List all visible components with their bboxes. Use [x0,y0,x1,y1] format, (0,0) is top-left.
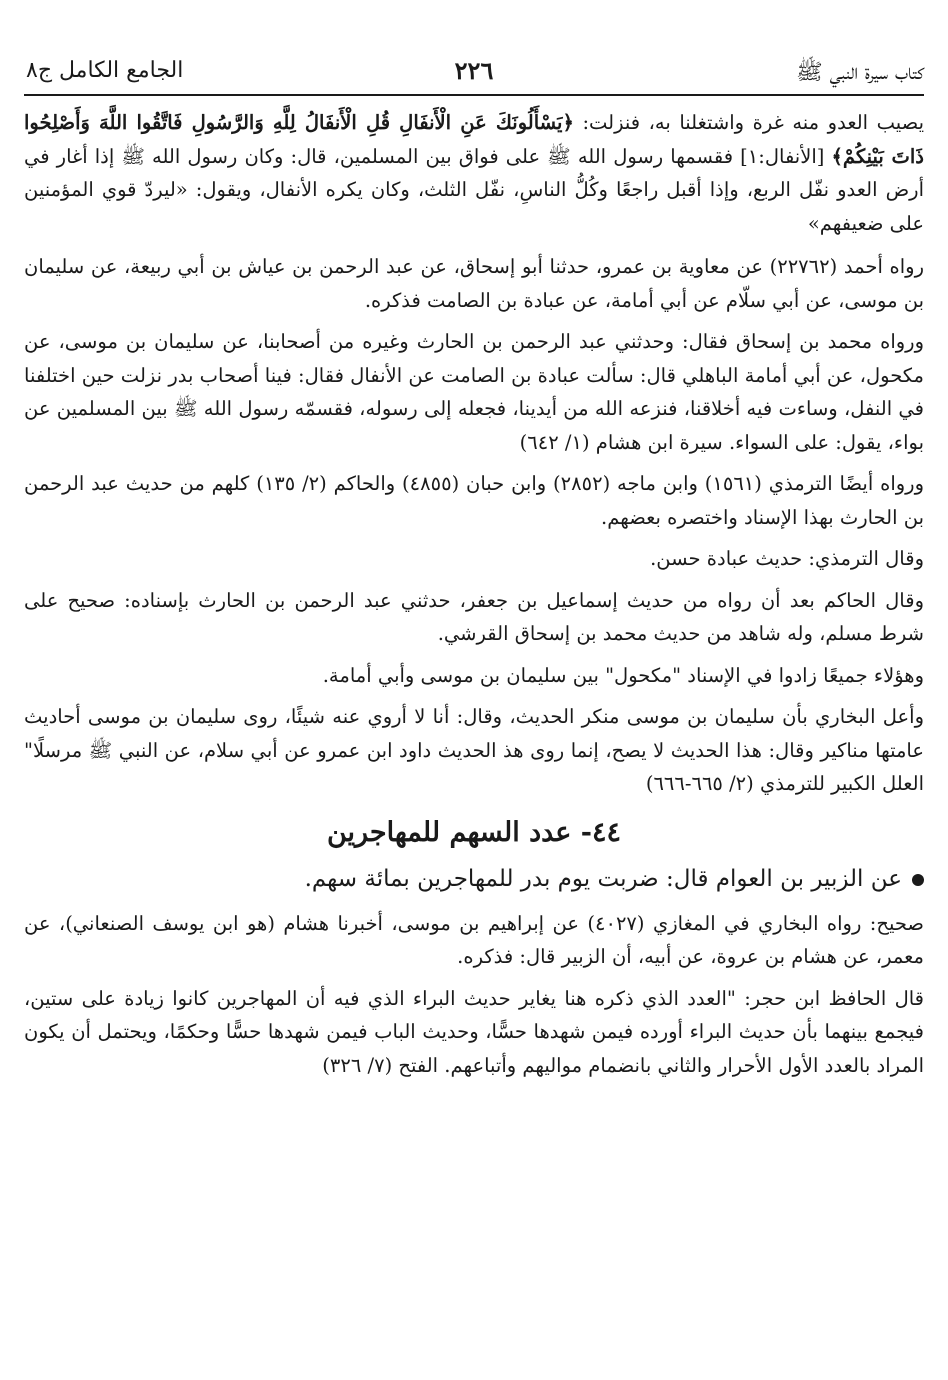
paragraph-text: [الأنفال:١] فقسمها رسول الله ﷺ على فواق بين المسلمين، قال: وكان رسول الله ﷺ إذا أغار في أرض العدو نفّل الربع، وإذا أقبل راجعًا وكُلُّ الناسِ، نفّل الثلث، وكان يكره الأنفال، ويقول: «ليردّ قوي المؤمنين على ضعيفهم» [24,144,924,235]
paragraph-text: يصيب العدو منه غرة واشتغلنا به، فنزلت: [573,111,925,134]
paragraph-ibn-hajar-comment: قال الحافظ ابن حجر: "العدد الذي ذكره هنا يغاير حديث البراء الذي فيه أن المهاجرين كانوا زيادة على ستين، فيجمع بينهما بأن حديث البراء أورده فيمن شهدها حسًّا، وحديث الباب فيمن شهدها حسًّا وحكمًا، ويحتمل أن يكون المراد بالعدد الأول الأحرار والثاني بانضمام مواليهم وأتباعهم. الفتح (٧/ ٣٢٦) [24,986,924,1077]
paragraph-bukhari-criticism: وأعل البخاري بأن سليمان بن موسى منكر الحديث، وقال: أنا لا أروي عنه شيئًا، روى سليمان بن موسى أحاديث عامتها مناكير وقال: هذا الحديث لا يصح، إنما روى هذ الحديث داود ابن عمرو عن أبي سلام، عن النبي ﷺ مرسلًا" العلل الكبير للترمذي (٢/ ٦٦٥-٦٦٦) [24,705,925,795]
page-number: ٢٢٦ [454,56,494,85]
page-body [24,106,924,1082]
running-header [24,52,924,96]
paragraph-anfal-verse [24,106,924,240]
quran-verse: ﴿يَسْأَلُونَكَ عَنِ الْأَنفَالِ قُلِ الْأَنفَالُ لِلَّهِ وَالرَّسُولِ فَاتَّقُوا اللَّهَ وَأَصْلِحُوا ذَاتَ بَيْنِكُمْ﴾ [24,111,924,168]
paragraph-makhul-note: وهؤلاء جميعًا زادوا في الإسناد "مكحول" بين سليمان بن موسى وأبي أمامة. [322,663,924,687]
paragraph-tirmidhi-grading: وقال الترمذي: حديث عبادة حسن. [650,547,924,570]
bullet-icon [912,874,924,886]
paragraph-bukhari-source: صحيح: رواه البخاري في المغازي (٤٠٢٧) عن إبراهيم بن موسى، أخبرنا هشام (هو ابن يوسف الصنعاني)، عن معمر، عن هشام بن عروة، عن أبيه، أن الزبير قال: فذكره. [24,911,924,968]
section-heading: ٤٤- عدد السهم للمهاجرين [326,816,622,848]
paragraph-ibn-ishaq-narration: ورواه محمد بن إسحاق فقال: وحدثني عبد الرحمن بن الحارث وغيره من أصحابنا، عن سليمان بن موسى، عن مكحول، عن أبي أمامة الباهلي قال: سألت عبادة بن الصامت عن الأنفال فقال: فينا أصحاب بدر نزلت حين اختلفنا في النفل، وساءت فيه أخلاقنا، فنزعه الله من أيدينا، فجعله إلى رسوله، فقسمّه رسول الله ﷺ بين المسلمين عن بواء، يقول: على السواء. سيرة ابن هشام (١/ ٦٤٢) [24,330,924,454]
book-page [24,52,924,1090]
hadith-body: عن الزبير بن العوام قال: ضربت يوم بدر للمهاجرين بمائة سهم. [304,865,902,892]
paragraph-tirmidhi-narration: ورواه أيضًا الترمذي (١٥٦١) وابن ماجه (٢٨٥٢) وابن حبان (٤٨٥٥) والحاكم (٢/ ١٣٥) كلهم من حديث عبد الرحمن بن الحارث بهذا الإسناد واختصره بعضهم. [24,472,924,529]
paragraph-hakim-grading: وقال الحاكم بعد أن رواه من حديث إسماعيل بن جعفر، حدثني عبد الرحمن بن الحارث بإسناده: صحيح على شرط مسلم، وله شاهد من حديث محمد بن إسحاق القرشي. [24,588,924,645]
paragraph-ahmad-narration: رواه أحمد (٢٢٧٦٢) عن معاوية بن عمرو، حدثنا أبو إسحاق، عن عبد الرحمن بن عياش بن أبي ربيعة، عن سليمان بن موسى، عن أبي سلّام عن أبي أمامة، عن عبادة بن الصامت فذكره. [24,255,924,312]
hadith-text [24,861,924,897]
header-book-title: كتاب سيرة النبي ﷺ [796,60,924,85]
header-volume-title: الجامع الكامل ج٨ [26,58,184,83]
